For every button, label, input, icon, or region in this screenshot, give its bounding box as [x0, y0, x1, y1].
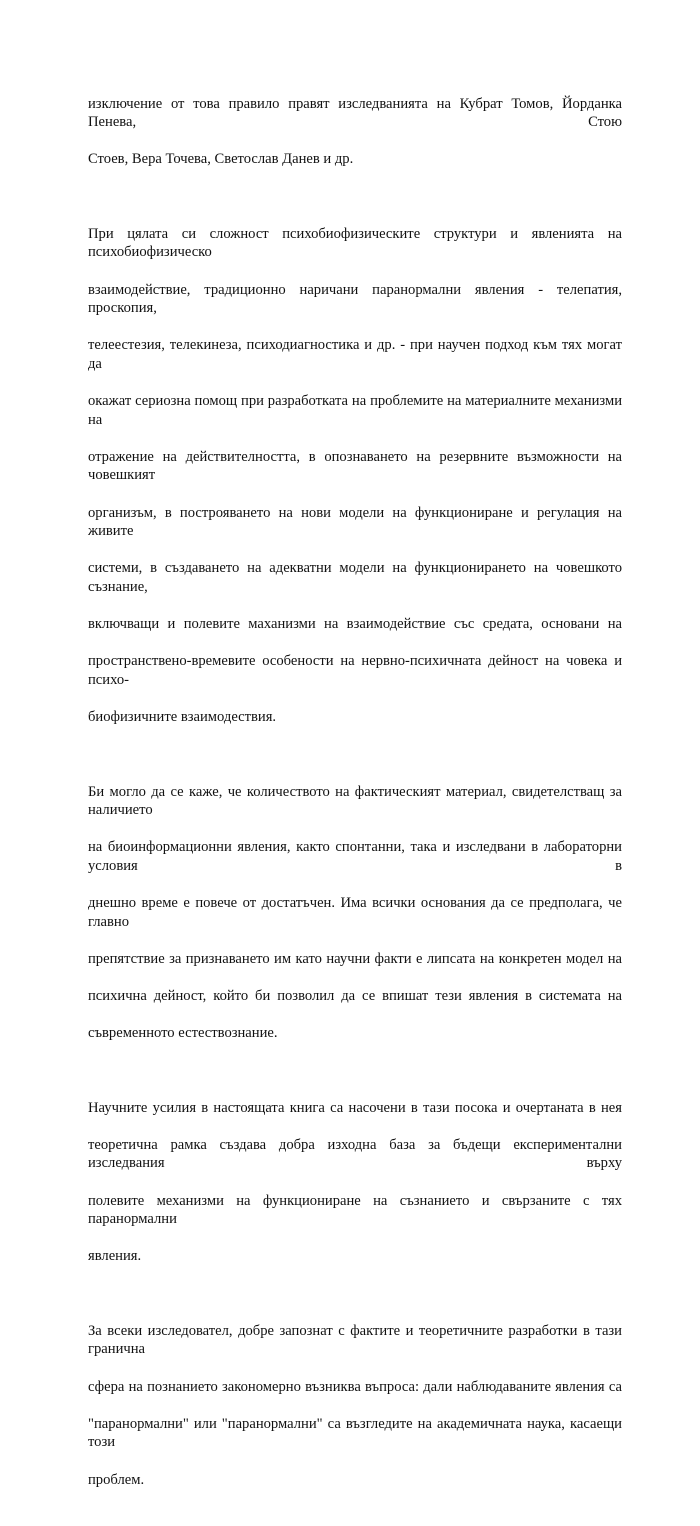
text-line: Стоев, Вера Точева, Светослав Данев и др. [88, 151, 354, 168]
paragraph-3 [88, 764, 622, 1062]
text-line: изключение от това правило правят изследванията на Кубрат Томов, Йорданка Пенева, Стою [88, 95, 622, 131]
text-line: теоретична рамка създава добра изходна база за бъдещи експериментални изследвания върху [88, 1136, 622, 1172]
text-line: днешно време е повече от достатъчен. Има всички основания да се предполага, че главно [88, 895, 622, 930]
text-line: полевите механизми на функциониране на съзнанието и свързаните с тях паранормални [88, 1192, 622, 1228]
text-line: включващи и полевите маханизми на взаимодействие със средата, основани на [88, 616, 622, 633]
text-line: психична дейност, който би позволил да се впишат тези явления в системата на [88, 988, 622, 1005]
text-line: явления. [88, 1248, 142, 1265]
text-line: отражение на действителността, в опознаването на резервните възможности на човешкият [88, 448, 622, 484]
text-line: телеестезия, телекинеза, психодиагностика и др. - при научен подход към тях могат да [88, 337, 622, 372]
text-line: Би могло да се каже, че количеството на фактическият материал, свидетелстващ за наличието [88, 783, 622, 819]
text-line: При цялата си сложност психобиофизическите структури и явленията на психобиофизическо [88, 225, 622, 261]
text-line: системи, в създаването на адекватни модели на функционирането на човешкото съзнание, [88, 560, 622, 596]
text-line: препятствие за признаването им като научни факти е липсата на конкретен модел на [88, 950, 622, 967]
paragraph-4 [88, 1080, 622, 1285]
text-line: взаимодействие, традиционно наричани паранормални явления - телепатия, проскопия, [88, 281, 622, 317]
paragraph-1 [88, 76, 622, 188]
text-line: на биоинформационни явления, както спонтанни, така и изследвани в лабораторни условия в [88, 839, 622, 874]
paragraph-2 [88, 206, 622, 745]
text-line: проблем. [88, 1471, 145, 1488]
text-line: биофизичните взаимодествия. [88, 709, 277, 726]
text-line: сфера на познанието закономерно възниква въпроса: дали наблюдаваните явления са [88, 1378, 622, 1395]
text-line: окажат сериозна помощ при разработката на проблемите на материалните механизми на [88, 393, 622, 428]
document-page [88, 76, 622, 1526]
text-line: организъм, в построяването на нови модели на функциониране и регулация на живите [88, 504, 622, 540]
text-line: Научните усилия в настоящата книга са насочени в тази посока и очертаната в нея [88, 1099, 622, 1116]
text-line: За всеки изследовател, добре запознат с фактите и теоретичните разработки в тази гранична [88, 1322, 622, 1358]
text-line: съвременното естествознание. [88, 1025, 278, 1042]
text-line: "паранормални" или "паранормални" са възгледите на академичната наука, касаещи този [88, 1415, 622, 1451]
paragraph-5 [88, 1303, 622, 1508]
text-line: пространствено-времевите особености на нервно-психичната дейност на човека и психо- [88, 653, 622, 688]
